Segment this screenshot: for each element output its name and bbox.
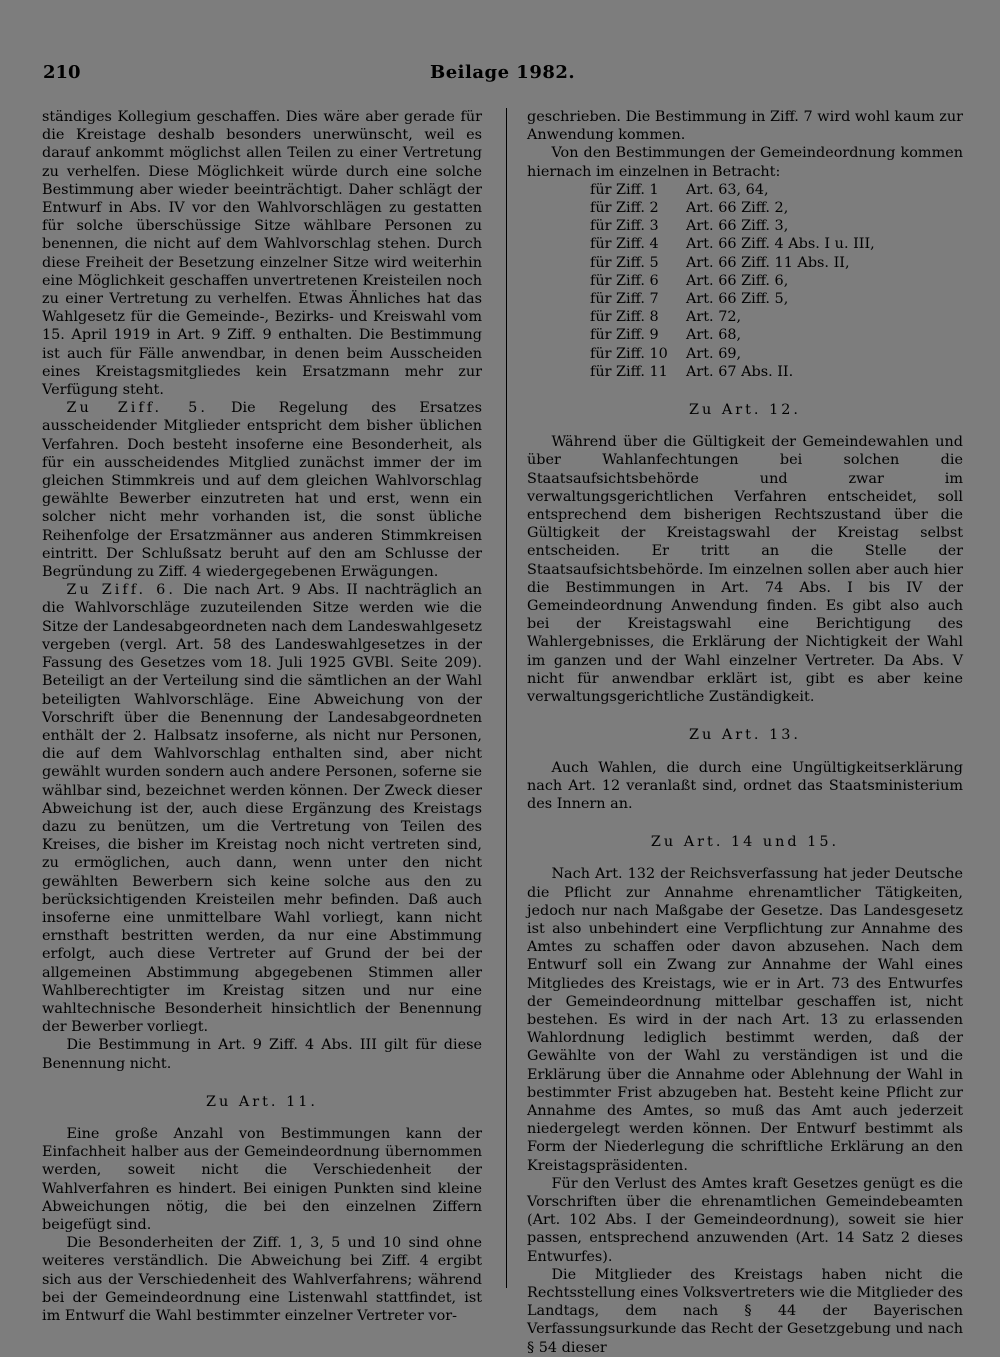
reference-ziff: für Ziff. 5	[590, 254, 659, 271]
reference-article: Art. 67 Abs. II.	[686, 363, 794, 380]
reference-ziff: für Ziff. 7	[590, 291, 659, 308]
reference-row	[590, 290, 875, 308]
reference-row	[590, 363, 875, 381]
reference-list	[590, 181, 875, 381]
reference-row	[590, 254, 875, 272]
reference-article: Art. 68,	[686, 327, 742, 344]
reference-ziff: für Ziff. 6	[590, 272, 659, 289]
reference-article: Art. 63, 64,	[686, 181, 769, 198]
section-lead: Zu Ziff. 5.	[66, 400, 208, 417]
paragraph: geschrieben. Die Bestimmung in Ziff. 7 wird wohl kaum zur Anwendung kommen.	[527, 109, 963, 144]
reference-ziff: für Ziff. 9	[590, 327, 659, 344]
reference-row	[590, 235, 875, 253]
paragraph: Die Mitglieder des Kreistags haben nicht die Rechtsstellung eines Volksvertreters wie die Mitglieder des Landtags, dem nach § 44 der Bayerischen Verfassungsurkunde das Recht der Gesetzgebung und nach § 54 dieser	[527, 1266, 963, 1356]
reference-row	[590, 199, 875, 217]
page-number: 210	[43, 62, 81, 83]
running-head: Beilage 1982.	[430, 62, 576, 83]
reference-row	[590, 308, 875, 326]
paragraph: Von den Bestimmungen der Gemeindeordnung kommen hiernach im einzelnen in Betracht:	[527, 145, 963, 180]
reference-row	[590, 217, 875, 235]
paragraph-text: Die nach Art. 9 Abs. II nachträglich an die Wahlvorschläge zuzuteilenden Sitze werden wie die Sitze der Landesabgeordneten nach dem Landeswahlgesetz vergeben (vergl. Art. 58 des Landeswahlgesetzes in der Fassung des Gesetzes vom 18. Juli 1925 GVBl. Seite 209). Beteiligt an der Verteilung sind die sämtlichen an der Wahl beteiligten Wahlvorschläge. Eine Abweichung von der Vorschrift über die Benennung der Landesabgeordneten enthält der 2. Halbsatz insoferne, als nicht nur Personen, die auf dem Wahlvorschlag enthalten sind, aber nicht gewählt wurden sondern auch andere Personen, soferne sie wählbar sind, bezeichnet werden können. Der Zweck dieser Abweichung ist der, auch diese Ergänzung des Kreistags dazu zu benützen, um die Vertretung von Teilen des Kreises, die bisher im Kreistag noch nicht vertreten sind, zu ermöglichen, auch dann, wenn unter den nicht gewählten Bewerbern sich keine solche aus den zu berücksichtigenden Kreisteilen mehr befinden. Daß auch insoferne eine unmittelbare Wahl vorliegt, kann nicht ernsthaft bestritten werden, da nur eine Abstimmung erfolgt, auch diese Vertreter auf Grund der bei der allgemeinen Abstimmung abgegebenen Stimmen aller Wahlberechtigter im Kreistag sitzen und nur eine wahltechnische Besonderheit hinsichtlich der Benennung der Bewerber vorliegt.	[42, 582, 483, 1036]
paragraph: Die Besonderheiten der Ziff. 1, 3, 5 und 10 sind ohne weiteres verständlich. Die Abweichung bei Ziff. 4 ergibt sich aus der Verschiedenheit des Wahlverfahrens; während bei der Gemeindeordnung eine Listenwahl stattfindet, ist im Entwurf die Wahl bestimmter einzelner Vertreter vor-	[42, 1235, 482, 1324]
reference-ziff: für Ziff. 3	[590, 218, 659, 235]
paragraph: Nach Art. 132 der Reichsverfassung hat jeder Deutsche die Pflicht zur Annahme ehrenamtlicher Tätigkeiten, jedoch nur nach Maßgabe der Gesetze. Das Landesgesetz ist also unbehindert eine Verpflichtung zur Annahme des Amtes zu schaffen oder davon abzusehen. Nach dem Entwurf soll ein Zwang zur Annahme der Wahl eines Mitgliedes des Kreistags, wie er in Art. 73 des Entwurfes der Gemeindeordnung mittelbar geschaffen ist, nicht bestehen. Es wird in der nach Art. 13 zu erlassenden Wahlordnung lediglich bestimmt werden, daß der Gewählte von der Wahl zu verständigen ist und die Erklärung über die Annahme oder Ablehnung der Wahl in bestimmter Frist abzugeben hat. Besteht keine Pflicht zur Annahme des Amtes, so muß das Amt auch jederzeit niedergelegt werden können. Der Entwurf bestimmt als Form der Niederlegung die schriftliche Erklärung an den Kreistagspräsidenten.	[527, 866, 963, 1174]
reference-ziff: für Ziff. 4	[590, 236, 659, 253]
paragraph: Während über die Gültigkeit der Gemeindewahlen und über Wahlanfechtungen bei solchen die Staatsaufsichtsbehörde und zwar im verwaltungsgerichtlichen Verfahren entscheidet, soll entsprechend dem bisherigen Rechtszustand über die Gültigkeit der Kreistagswahl der Kreistag selbst entscheiden. Er tritt an die Stelle der Staatsaufsichtsbehörde. Im einzelnen sollen aber auch hier die Bestimmungen in Art. 74 Abs. I bis IV der Gemeindeordnung Anwendung finden. Es gibt also auch bei der Kreistagswahl eine Berichtigung des Wahlergebnisses, die Erklärung der Nichtigkeit der Wahl im ganzen und der Wahl einzelner Vertreter. Da Abs. V nicht für anwendbar erklärt ist, gibt es aber keine verwaltungsgerichtliche Zuständigkeit.	[527, 434, 963, 706]
right-column	[527, 108, 963, 1357]
reference-article: Art. 66 Ziff. 3,	[686, 218, 789, 235]
paragraph: Für den Verlust des Amtes kraft Gesetzes genügt es die Vorschriften über die ehrenamtlichen Gemeindebeamten (Art. 102 Abs. I der Gemeindeordnung), soweit sie hier passen, entsprechend anzuwenden (Art. 14 Satz 2 dieses Entwurfes).	[527, 1175, 963, 1265]
reference-article: Art. 72,	[686, 309, 742, 326]
reference-ziff: für Ziff. 8	[590, 309, 659, 326]
reference-article: Art. 69,	[686, 345, 742, 362]
reference-ziff: für Ziff. 10	[590, 345, 668, 362]
section-heading: Zu Art. 13.	[689, 727, 801, 744]
paragraph-text: Die Regelung des Ersatzes ausscheidender Mitglieder entspricht dem bisher üblichen Verfahren. Doch besteht insoferne eine Besonderheit, als für ein ausscheidendes Mitglied zunächst immer der im gleichen Stimmkreis und auf dem gleichen Wahlvorschlag gewählte Bewerber einzutreten hat und erst, wenn ein solcher nicht mehr vorhanden ist, die sonst übliche Reihenfolge der Ersatzmänner aus anderen Stimmkreisen eintritt. Der Schlußsatz beruht auf den am Schlusse der Begründung zu Ziff. 4 wiedergegebenen Erwägungen.	[42, 400, 482, 581]
reference-ziff: für Ziff. 2	[590, 200, 659, 217]
paragraph: Eine große Anzahl von Bestimmungen kann der Einfachheit halber aus der Gemeindeordnung übernommen werden, soweit nicht die Verschiedenheit der Wahlverfahren es hindert. Bei einigen Punkten sind kleine Abweichungen nötig, die bei den einzelnen Ziffern beigefügt sind.	[42, 1125, 482, 1233]
reference-article: Art. 66 Ziff. 11 Abs. II,	[686, 254, 850, 271]
paragraph-ziff-6	[42, 581, 482, 1036]
paragraph-ziff-5	[42, 399, 482, 581]
section-heading: Zu Art. 11.	[206, 1093, 318, 1110]
reference-row	[590, 181, 875, 199]
column-rule	[506, 108, 507, 1288]
section-heading: Zu Art. 14 und 15.	[650, 834, 840, 851]
reference-ziff: für Ziff. 1	[590, 181, 659, 198]
section-lead: Zu Ziff. 6.	[66, 582, 176, 599]
reference-article: Art. 66 Ziff. 6,	[686, 272, 789, 289]
reference-ziff: für Ziff. 11	[590, 363, 668, 380]
paragraph: ständiges Kollegium geschaffen. Dies wäre aber gerade für die Kreistage deshalb besonders unerwünscht, weil es darauf ankommt möglichst allen Teilen zu einer Vertretung zu verhelfen. Diese Möglichkeit würde durch eine solche Bestimmung aber wieder beeinträchtigt. Daher schlägt der Entwurf in Abs. IV vor den Wahlvorschlägen zu gestatten für solche überschüssige Sitze wählbare Personen zu benennen, die nicht auf dem Wahlvorschlag stehen. Durch diese Freiheit der Besetzung einzelner Sitze wird weiterhin eine Möglichkeit geschaffen unvertretenen Kreisteilen noch zu einer Vertretung zu verhelfen. Etwas Ähnliches hat das Wahlgesetz für die Gemeinde-, Bezirks- und Kreiswahl vom 15. April 1919 in Art. 9 Ziff. 9 enthalten. Die Bestimmung ist auch für Fälle anwendbar, in denen beim Ausscheiden eines Kreistagsmitgliedes kein Ersatzmann mehr zur Verfügung steht.	[42, 109, 482, 399]
section-heading: Zu Art. 12.	[689, 402, 801, 419]
reference-article: Art. 66 Ziff. 5,	[686, 291, 789, 308]
reference-row	[590, 345, 875, 363]
reference-row	[590, 326, 875, 344]
reference-article: Art. 66 Ziff. 4 Abs. I u. III,	[686, 236, 875, 253]
reference-article: Art. 66 Ziff. 2,	[686, 200, 789, 217]
reference-row	[590, 272, 875, 290]
paragraph: Auch Wahlen, die durch eine Ungültigkeitserklärung nach Art. 12 veranlaßt sind, ordnet das Staatsministerium des Innern an.	[527, 759, 963, 812]
paragraph: Die Bestimmung in Art. 9 Ziff. 4 Abs. III gilt für diese Benennung nicht.	[42, 1037, 482, 1072]
left-column	[42, 108, 482, 1325]
